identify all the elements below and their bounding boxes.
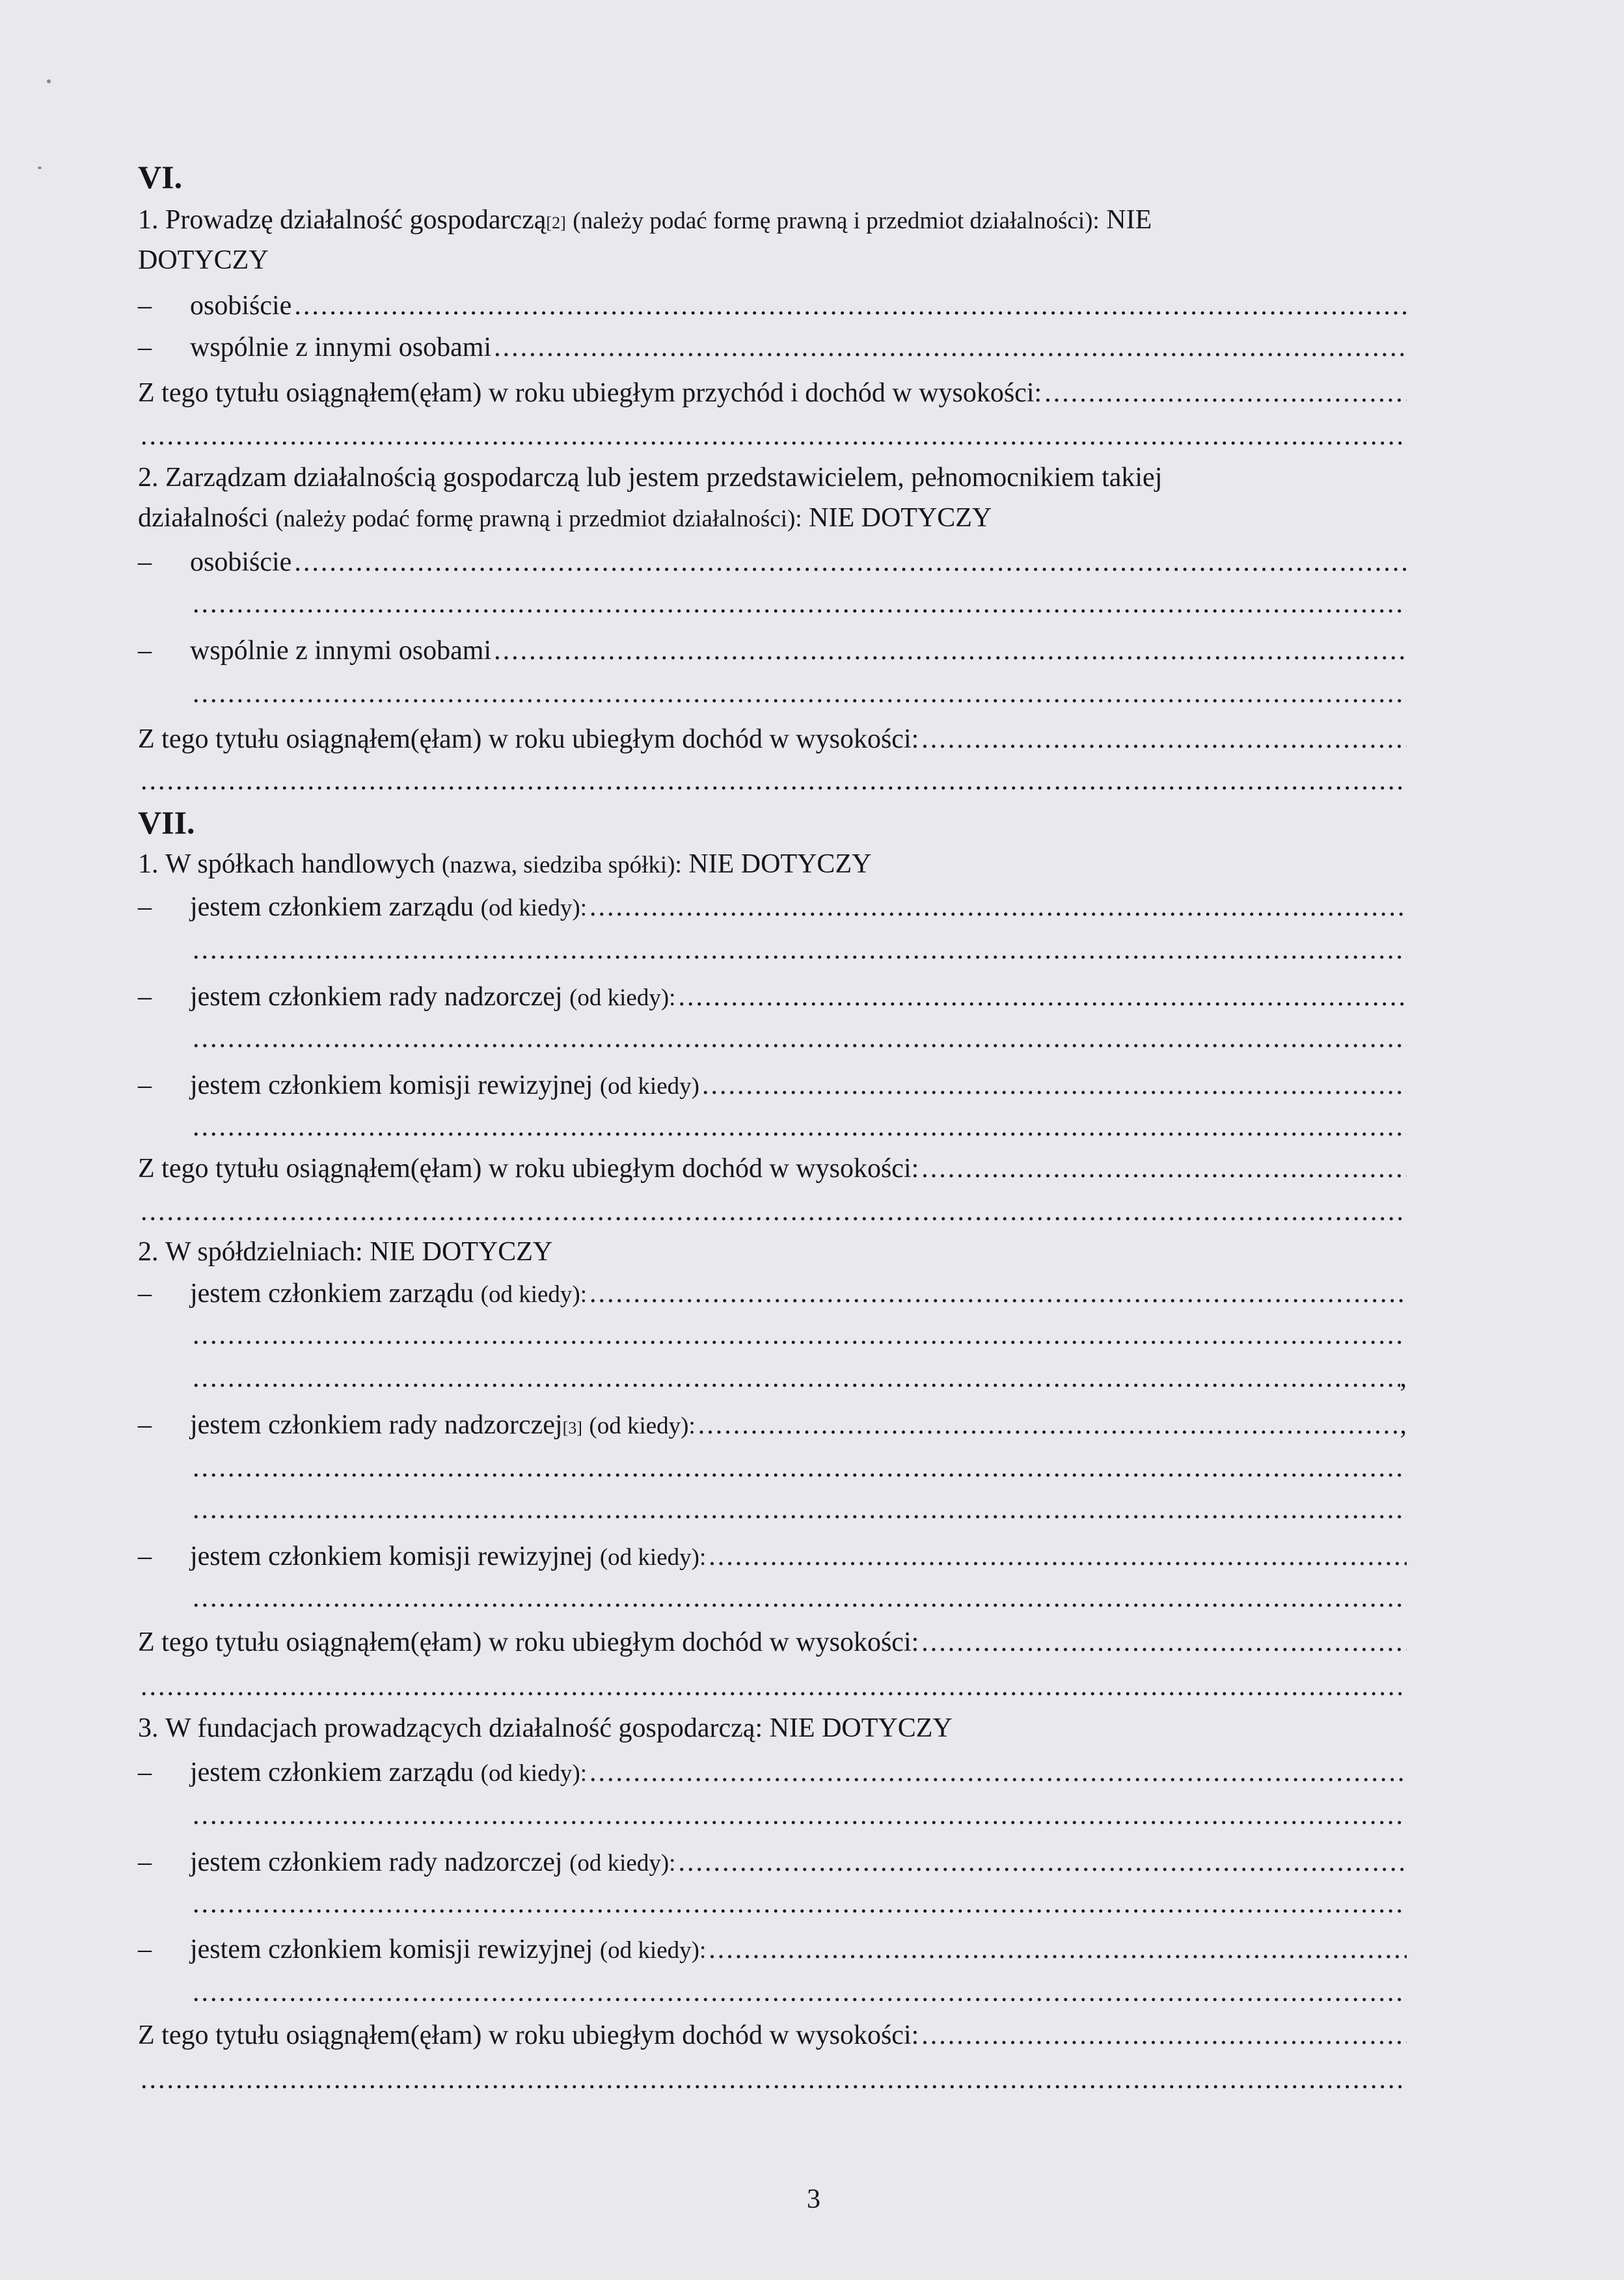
fill-in-dots bbox=[141, 761, 1407, 800]
s6-item2-personal-cont bbox=[190, 584, 1407, 623]
item-number: 1. bbox=[138, 849, 159, 879]
fill-in-dots bbox=[921, 1149, 1407, 1188]
list-dash: – bbox=[138, 547, 152, 577]
fill-in-dots bbox=[702, 1066, 1407, 1105]
fill-in-dots bbox=[589, 1753, 1407, 1792]
s6-item1-personal: – osobiście ..... bbox=[138, 286, 1407, 325]
s6-item2-joint: – wspólnie z innymi osobami ..... bbox=[138, 631, 1407, 670]
fill-in-dots bbox=[141, 2060, 1407, 2099]
list-dash: – bbox=[138, 1541, 152, 1571]
s7-item3-income: Z tego tytułu osiągnąłem(ęłam) w roku ubiegłym dochód w wysokości: ..... bbox=[138, 2016, 1407, 2055]
fill-in-dots bbox=[921, 2016, 1407, 2055]
section-heading-vi: VI. bbox=[138, 159, 183, 195]
list-dash: – bbox=[138, 1279, 152, 1309]
s7-item1-income: Z tego tytułu osiągnąłem(ęłam) w roku ubiegłym dochód w wysokości: ..... bbox=[138, 1149, 1407, 1188]
s7-item2-income-cont bbox=[138, 1667, 1407, 1706]
fill-in-dots bbox=[193, 930, 1407, 970]
list-dash: – bbox=[138, 1934, 152, 1964]
s7-item2-title: 2. W spółdzielniach: NIE DOTYCZY bbox=[138, 1232, 1407, 1271]
s6-item2-title: 2. Zarządzam działalnością gospodarczą lub jestem przedstawicielem, pełnomocnikiem takiej bbox=[138, 458, 1407, 497]
s6-item1-income-cont bbox=[138, 416, 1407, 455]
list-dash: – bbox=[138, 332, 152, 362]
s7-item2-supervisory-cont-2 bbox=[190, 1490, 1407, 1529]
list-dash: – bbox=[138, 636, 152, 666]
fill-in-dots bbox=[193, 1579, 1407, 1618]
s6-item1-title: 1. Prowadzę działalność gospodarczą [2] (należy podać formę prawną i przedmiot działalności): NIE bbox=[138, 200, 1407, 241]
s7-item3-audit: – jestem członkiem komisji rewizyjnej (od kiedy): ..... bbox=[138, 1930, 1407, 1970]
fill-in-dots bbox=[193, 674, 1407, 713]
s6-item2-income-cont bbox=[138, 761, 1407, 800]
s7-item1-title: 1. W spółkach handlowych (nazwa, siedziba spółki): NIE DOTYCZY bbox=[138, 845, 1407, 885]
item-number: 2. bbox=[138, 463, 159, 493]
fill-in-dots bbox=[921, 1623, 1407, 1662]
s7-item2-supervisory: – jestem członkiem rady nadzorczej [3] (od kiedy): ..... , bbox=[138, 1405, 1407, 1446]
s6-item2-personal: – osobiście ..... bbox=[138, 543, 1407, 582]
fill-in-dots bbox=[193, 1490, 1407, 1529]
s7-item1-supervisory-cont bbox=[190, 1019, 1407, 1058]
list-dash: – bbox=[138, 892, 152, 922]
fill-in-dots bbox=[494, 328, 1407, 367]
section-heading-vii: VII. bbox=[138, 804, 195, 841]
fill-in-dots bbox=[709, 1930, 1407, 1969]
fill-in-dots bbox=[193, 1796, 1407, 1835]
fill-in-dots bbox=[193, 1359, 1400, 1398]
fill-in-dots bbox=[193, 1973, 1407, 2012]
fill-in-dots bbox=[294, 286, 1407, 325]
fill-in-dots bbox=[193, 1019, 1407, 1058]
fill-in-dots bbox=[589, 1274, 1407, 1313]
fill-in-dots bbox=[1044, 373, 1407, 413]
item-number: 3. bbox=[138, 1713, 159, 1743]
s7-item1-supervisory: – jestem członkiem rady nadzorczej (od kiedy): ..... bbox=[138, 977, 1407, 1018]
fill-in-dots bbox=[141, 416, 1407, 455]
fill-in-dots bbox=[193, 1107, 1407, 1147]
s7-item3-income-cont bbox=[138, 2060, 1407, 2099]
s7-item2-audit: – jestem członkiem komisji rewizyjnej (od kiedy): ..... bbox=[138, 1537, 1407, 1577]
fill-in-dots bbox=[698, 1405, 1400, 1445]
fill-in-dots bbox=[494, 631, 1407, 670]
item-number: 2. bbox=[138, 1237, 159, 1267]
s6-item1-income: Z tego tytułu osiągnąłem(ęłam) w roku ubiegłym przychód i dochód w wysokości: ..... bbox=[138, 373, 1407, 413]
fill-in-dots bbox=[193, 1884, 1407, 1923]
s7-item3-supervisory: – jestem członkiem rady nadzorczej (od kiedy): ..... bbox=[138, 1843, 1407, 1883]
s7-item1-audit: – jestem członkiem komisji rewizyjnej (od kiedy) ..... bbox=[138, 1066, 1407, 1106]
fill-in-dots bbox=[678, 1843, 1407, 1882]
list-dash: – bbox=[138, 1070, 152, 1100]
s7-item2-board-cont-2: ..... , bbox=[190, 1359, 1407, 1398]
scan-speck bbox=[38, 167, 42, 169]
list-dash: – bbox=[138, 1847, 152, 1877]
s7-item3-audit-cont bbox=[190, 1973, 1407, 2012]
list-dash: – bbox=[138, 291, 152, 321]
s7-item3-supervisory-cont bbox=[190, 1884, 1407, 1923]
s7-item2-supervisory-cont bbox=[190, 1448, 1407, 1487]
s7-item3-board-cont bbox=[190, 1796, 1407, 1835]
fill-in-dots bbox=[709, 1537, 1407, 1576]
s7-item2-board-cont bbox=[190, 1316, 1407, 1355]
page-number: 3 bbox=[807, 2184, 820, 2214]
fill-in-dots bbox=[294, 543, 1407, 582]
fill-in-dots bbox=[193, 1316, 1407, 1355]
s7-item1-board: – jestem członkiem zarządu (od kiedy): ..... bbox=[138, 888, 1407, 928]
s7-item1-board-cont bbox=[190, 930, 1407, 970]
fill-in-dots bbox=[141, 1192, 1407, 1231]
fill-in-dots bbox=[141, 1667, 1407, 1706]
fill-in-dots bbox=[678, 977, 1407, 1016]
s7-item3-board: – jestem członkiem zarządu (od kiedy): ..... bbox=[138, 1753, 1407, 1793]
s7-item1-audit-cont bbox=[190, 1107, 1407, 1147]
s7-item2-income: Z tego tytułu osiągnąłem(ęłam) w roku ubiegłym dochód w wysokości: ..... bbox=[138, 1623, 1407, 1662]
s6-item2-joint-cont bbox=[190, 674, 1407, 713]
s6-item2-title-cont: działalności (należy podać formę prawną i przedmiot działalności): NIE DOTYCZY bbox=[138, 503, 992, 533]
s7-item2-board: – jestem członkiem zarządu (od kiedy): ..... bbox=[138, 1274, 1407, 1314]
fill-in-dots bbox=[921, 720, 1407, 759]
scan-speck bbox=[47, 79, 51, 83]
fill-in-dots bbox=[193, 1448, 1407, 1487]
s6-item2-income: Z tego tytułu osiągnąłem(ęłam) w roku ubiegłym dochód w wysokości: ..... bbox=[138, 720, 1407, 759]
fill-in-dots bbox=[193, 584, 1407, 623]
s6-item1-joint: – wspólnie z innymi osobami ..... bbox=[138, 328, 1407, 367]
s7-item1-income-cont bbox=[138, 1192, 1407, 1231]
s6-item1-title-cont: DOTYCZY bbox=[138, 245, 269, 275]
s7-item2-audit-cont bbox=[190, 1579, 1407, 1618]
item-number: 1. bbox=[138, 205, 159, 235]
fill-in-dots bbox=[589, 888, 1407, 927]
list-dash: – bbox=[138, 1410, 152, 1440]
list-dash: – bbox=[138, 982, 152, 1012]
list-dash: – bbox=[138, 1758, 152, 1787]
s7-item3-title: 3. W fundacjach prowadzących działalność gospodarczą: NIE DOTYCZY bbox=[138, 1709, 1407, 1748]
